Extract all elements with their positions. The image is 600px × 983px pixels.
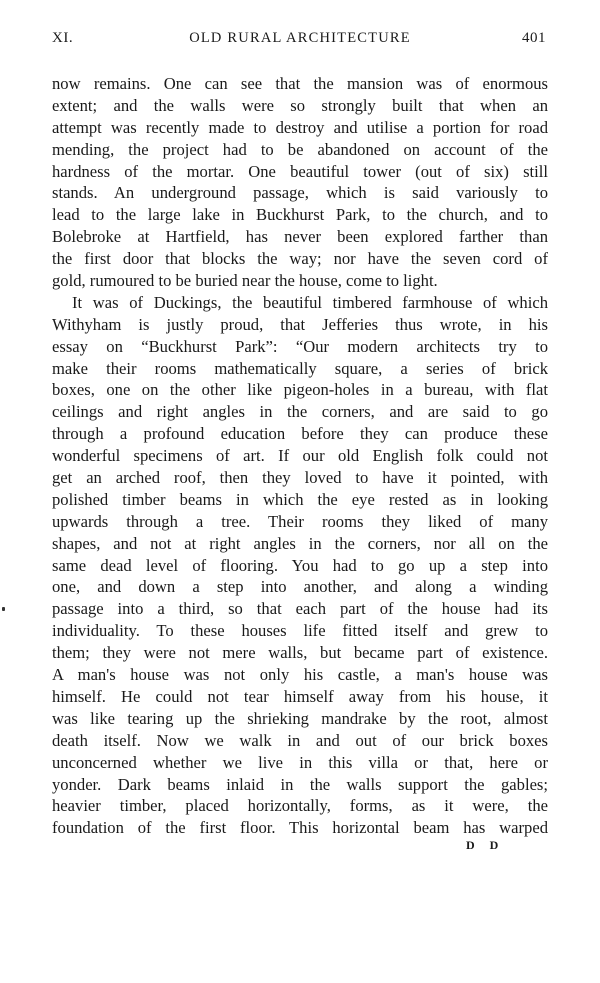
- text-line: yonder. Dark beams inlaid in the walls support the gables;: [52, 774, 548, 794]
- text-line: A man's house was not only his castle, a man's house was: [52, 665, 548, 685]
- text-line: Bolebroke at Hartfield, has never been explored farther than: [52, 227, 548, 247]
- running-header: [52, 30, 548, 54]
- text-line: mending, the project had to be abandoned on account of the: [52, 139, 548, 159]
- text-line: lead to the large lake in Buckhurst Park, to the church, and to: [52, 205, 548, 225]
- page-number: 401: [522, 30, 546, 46]
- text-line: make their rooms mathematically square, a series of brick: [52, 358, 548, 378]
- text-line: stands. An underground passage, which is said variously to: [52, 183, 548, 203]
- text-line: foundation of the first floor. This horizontal beam has warped: [52, 818, 548, 838]
- text-line: essay on “Buckhurst Park”: “Our modern architects try to: [52, 336, 548, 356]
- text-line: ceilings and right angles in the corners, and are said to go: [52, 402, 548, 422]
- text-line: one, and down a step into another, and along a winding: [52, 577, 548, 597]
- text-line: boxes, one on the other like pigeon-holes in a bureau, with flat: [52, 380, 548, 400]
- text-line: was like tearing up the shrieking mandrake by the root, almost: [52, 708, 548, 728]
- paragraph-start-line: It was of Duckings, the beautiful timbered farmhouse of which: [72, 292, 548, 312]
- text-line: heavier timber, placed horizontally, forms, as it were, the: [52, 796, 548, 816]
- text-line: the first door that blocks the way; nor have the seven cord of: [52, 249, 548, 269]
- text-line: death itself. Now we walk in and out of our brick boxes: [52, 730, 548, 750]
- text-line: polished timber beams in which the eye rested as in looking: [52, 489, 548, 509]
- text-line: Withyham is justly proud, that Jefferies thus wrote, in his: [52, 314, 548, 334]
- margin-mark: [2, 607, 5, 611]
- printer-signature: D D: [466, 838, 505, 852]
- text-line: wonderful specimens of art. If our old English folk could not: [52, 446, 548, 466]
- text-line: through a profound education before they can produce these: [52, 424, 548, 444]
- text-line: them; they were not mere walls, but became part of existence.: [52, 643, 548, 663]
- text-line: passage into a third, so that each part of the house had its: [52, 599, 548, 619]
- paragraph-end-line: gold, rumoured to be buried near the house, come to light.: [52, 271, 438, 291]
- text-line: himself. He could not tear himself away from his house, it: [52, 686, 548, 706]
- text-line: get an arched roof, then they loved to have it pointed, with: [52, 468, 548, 488]
- text-line: extent; and the walls were so strongly built that when an: [52, 95, 548, 115]
- text-line: shapes, and not at right angles in the corners, nor all on the: [52, 533, 548, 553]
- text-line: hardness of the mortar. One beautiful tower (out of six) still: [52, 161, 548, 181]
- running-title: OLD RURAL ARCHITECTURE: [189, 30, 411, 46]
- text-line: now remains. One can see that the mansion was of enormous: [52, 74, 548, 93]
- text-line: individuality. To these houses life fitted itself and grew to: [52, 621, 548, 641]
- page-body: [52, 73, 548, 839]
- text-line: attempt was recently made to destroy and utilise a portion for road: [52, 117, 548, 137]
- text-line: same dead level of flooring. You had to go up a step into: [52, 555, 548, 575]
- text-line: unconcerned whether we live in this villa or that, here or: [52, 752, 548, 772]
- text-line: upwards through a tree. Their rooms they liked of many: [52, 511, 548, 531]
- chapter-number: XI.: [52, 30, 74, 46]
